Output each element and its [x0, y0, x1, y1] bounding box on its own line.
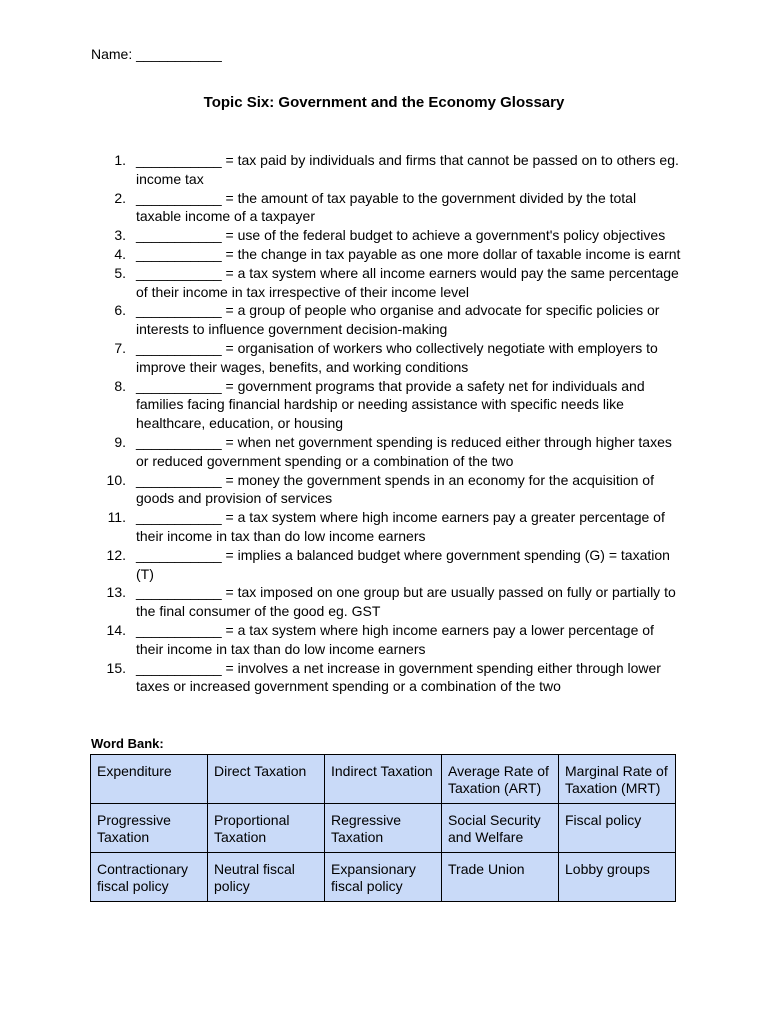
item-definition: ___________ = when net government spending is reduced either through higher taxes or reduced government spending or a combination of the two [136, 433, 672, 469]
item-number: 7. [114, 339, 126, 356]
item-definition: ___________ = money the government spends in an economy for the acquisition of goods and provision of services [136, 471, 654, 507]
word-bank-cell: Indirect Taxation [325, 755, 442, 804]
item-number: 9. [114, 433, 126, 450]
word-bank-cell: Neutral fiscal policy [208, 853, 325, 902]
item-number: 14. [106, 621, 126, 638]
item-definition: ___________ = tax paid by individuals and firms that cannot be passed on to others eg. income tax [136, 152, 679, 187]
table-row [91, 755, 676, 804]
glossary-list [0, 151, 768, 696]
item-number: 4. [114, 245, 126, 262]
table-row [91, 853, 676, 902]
word-bank-table [90, 754, 676, 902]
page-title: Topic Six: Government and the Economy Glossary [203, 94, 565, 111]
name-field-label: Name: ___________ [91, 46, 222, 62]
item-definition: ___________ = a tax system where high income earners pay a lower percentage of their income in tax than do low income earners [136, 621, 654, 657]
word-bank-cell: Fiscal policy [559, 804, 676, 853]
glossary-item [0, 659, 681, 697]
item-number: 15. [106, 659, 126, 676]
item-definition: ___________ = organisation of workers who collectively negotiate with employers to improve their wages, benefits, and working conditions [136, 339, 658, 375]
item-definition: ___________ = government programs that provide a safety net for individuals and families facing financial hardship or needing assistance with specific needs like healthcare, education, or housing [136, 377, 645, 432]
item-number: 12. [106, 546, 126, 563]
glossary-item [0, 377, 681, 433]
item-definition: ___________ = a group of people who organise and advocate for specific policies or interests to influence government decision-making [136, 302, 660, 338]
item-number: 10. [106, 471, 126, 488]
word-bank-cell: Average Rate of Taxation (ART) [442, 755, 559, 804]
word-bank-cell: Trade Union [442, 853, 559, 902]
word-bank-cell: Social Security and Welfare [442, 804, 559, 853]
item-definition: ___________ = use of the federal budget to achieve a government's policy objectives [136, 227, 666, 244]
word-bank-cell: Contractionary fiscal policy [91, 853, 208, 902]
glossary-item [0, 151, 681, 189]
word-bank-cell: Regressive Taxation [325, 804, 442, 853]
item-definition: ___________ = a tax system where high income earners pay a greater percentage of their income in tax than do low income earners [136, 509, 665, 544]
glossary-item [0, 546, 681, 584]
glossary-item [0, 245, 681, 264]
glossary-item [0, 339, 681, 377]
glossary-item [0, 264, 681, 302]
glossary-item [0, 226, 681, 245]
item-number: 13. [106, 584, 126, 601]
word-bank-cell: Progressive Taxation [91, 804, 208, 853]
glossary-item [0, 471, 681, 509]
glossary-item [0, 189, 681, 227]
item-definition: ___________ = the amount of tax payable to the government divided by the total taxable income of a taxpayer [136, 189, 637, 225]
item-definition: ___________ = the change in tax payable as one more dollar of taxable income is earnt [136, 245, 681, 262]
word-bank-cell: Direct Taxation [208, 755, 325, 804]
word-bank-cell: Lobby groups [559, 853, 676, 902]
glossary-item [0, 508, 681, 546]
glossary-item [0, 621, 681, 659]
glossary-item [0, 301, 681, 339]
item-definition: ___________ = a tax system where all income earners would pay the same percentage of their income in tax irrespective of their income level [136, 264, 679, 300]
item-number: 6. [114, 302, 126, 319]
item-definition: ___________ = tax imposed on one group but are usually passed on fully or partially to the final consumer of the good eg. GST [136, 584, 676, 620]
item-definition: ___________ = involves a net increase in government spending either through lower taxes or increased government spending or a combination of the two [136, 659, 661, 695]
word-bank-label: Word Bank: [91, 736, 164, 751]
item-definition: ___________ = implies a balanced budget where government spending (G) = taxation (T) [136, 546, 670, 582]
word-bank-cell: Expenditure [91, 755, 208, 804]
item-number: 8. [114, 377, 126, 394]
glossary-item [0, 583, 681, 621]
word-bank-cell: Proportional Taxation [208, 804, 325, 853]
item-number: 3. [114, 227, 126, 244]
table-row [91, 804, 676, 853]
item-number: 11. [107, 509, 126, 526]
item-number: 1. [114, 152, 126, 168]
glossary-item [0, 433, 681, 471]
word-bank-cell: Expansionary fiscal policy [325, 853, 442, 902]
word-bank-cell: Marginal Rate of Taxation (MRT) [559, 755, 676, 804]
item-number: 5. [114, 264, 126, 281]
item-number: 2. [114, 189, 126, 206]
